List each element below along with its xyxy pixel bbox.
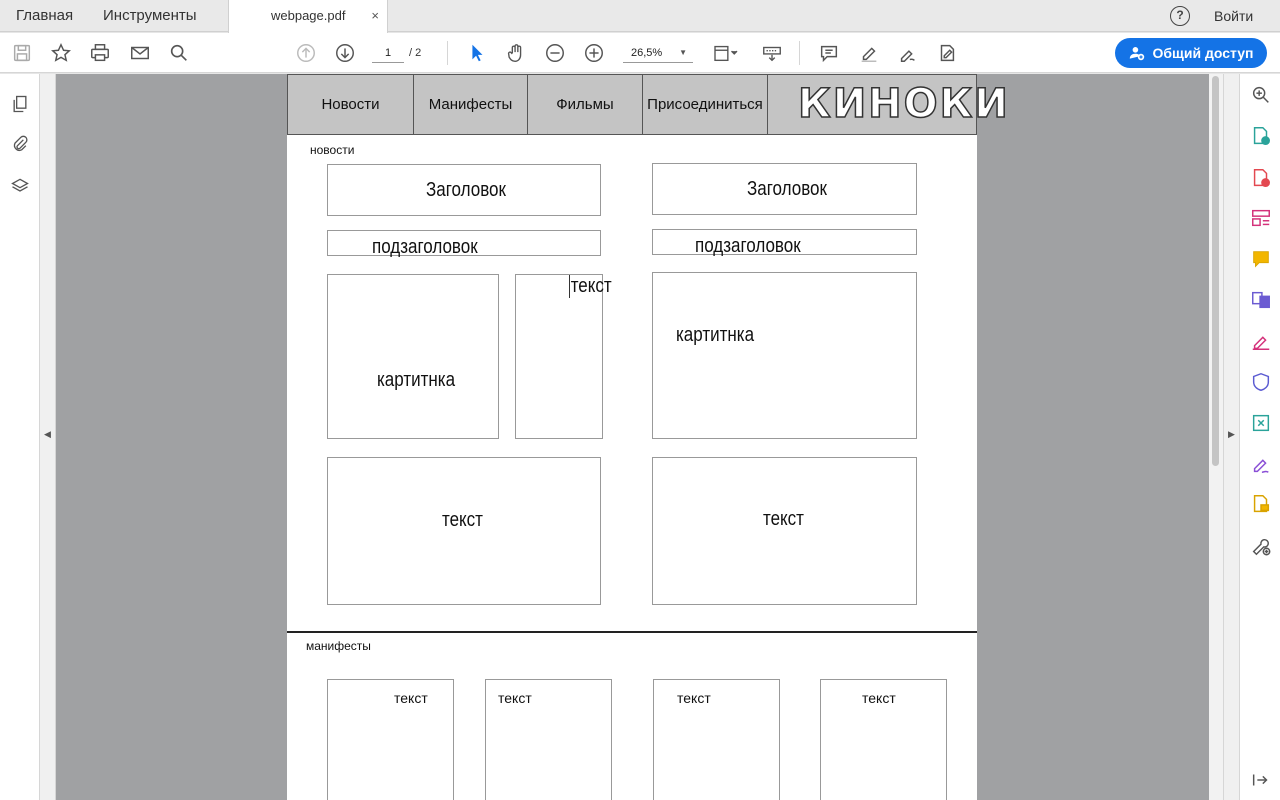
share-button[interactable] [1115,38,1267,68]
left-subheading-box [327,230,601,256]
layers-icon[interactable] [8,174,32,198]
manifesto-card-text: текст [677,690,711,706]
page-total: / 2 [409,47,422,59]
send-for-review-icon[interactable] [1249,492,1273,516]
nav-manifestos[interactable]: Манифесты [414,75,528,134]
create-pdf-icon[interactable] [1249,166,1273,190]
document-tab-title: webpage.pdf [271,8,346,23]
left-panel-collapse[interactable] [40,74,56,800]
right-subheading-text: подзаголовок [695,235,801,257]
right-image-box [652,272,917,439]
combine-files-icon[interactable] [1249,288,1273,312]
add-user-icon [1129,45,1145,61]
comment-tool-icon[interactable] [1249,247,1273,271]
right-body-text: текст [763,508,804,530]
tab-tools[interactable]: Инструменты [103,7,197,24]
chevron-left-icon: ◀ [44,429,51,439]
login-button[interactable]: Войти [1214,8,1254,24]
right-heading-box [652,163,917,215]
manifesto-card-text: текст [394,690,428,706]
right-tools-sidebar [1239,74,1280,800]
zoom-out-icon[interactable] [543,41,567,65]
left-heading-text: Заголовок [426,179,506,201]
tab-home[interactable]: Главная [16,7,74,24]
left-text-box [327,457,601,605]
bookmark-star-icon[interactable] [49,41,73,65]
manifesto-card [327,679,454,800]
highlight-pen-icon[interactable] [857,41,881,65]
zoom-level-select[interactable] [623,43,693,63]
nav-news[interactable]: Новости [288,75,414,134]
previous-page-icon[interactable] [294,41,318,65]
search-icon[interactable] [167,41,191,65]
vertical-scrollbar[interactable] [1209,74,1223,800]
manifestos-section-label: манифесты [306,639,371,653]
collapse-panel-icon[interactable] [1249,768,1273,792]
section-divider [287,631,977,633]
zoom-search-icon[interactable] [1249,83,1273,107]
left-image-label: картитнка [377,369,456,391]
left-heading-box [327,164,601,216]
news-section-label: новости [310,143,355,157]
pages-thumbnails-icon[interactable] [8,92,32,116]
protect-shield-icon[interactable] [1249,370,1273,394]
select-cursor-icon[interactable] [465,41,489,65]
chevron-right-icon: ▶ [1228,429,1235,439]
organize-pages-icon[interactable] [1249,206,1273,230]
fit-page-icon[interactable] [710,41,742,65]
main-toolbar [0,33,1280,73]
request-signature-icon[interactable] [1249,452,1273,476]
draw-icon[interactable] [896,41,920,65]
zoom-level-value: 26,5% [631,47,663,59]
hand-tool-icon[interactable] [504,41,528,65]
toolbar-divider [447,41,448,65]
nav-films[interactable]: Фильмы [528,75,643,134]
close-tab-icon[interactable]: × [371,8,379,23]
export-pdf-icon[interactable] [1249,124,1273,148]
left-side-text: текст [570,275,612,297]
right-subheading-box [652,229,917,255]
fill-sign-icon[interactable] [1249,329,1273,353]
chevron-down-icon: ▼ [679,48,687,57]
attachment-icon[interactable] [8,132,32,156]
share-button-label: Общий доступ [1152,45,1254,61]
left-side-text-box [515,274,612,439]
right-panel-collapse[interactable] [1223,74,1239,800]
zoom-in-icon[interactable] [582,41,606,65]
left-sidebar [0,74,40,800]
nav-join[interactable]: Присоединиться [643,75,768,134]
document-tab[interactable] [228,0,388,33]
compress-pdf-icon[interactable] [1249,411,1273,435]
manifesto-card [820,679,947,800]
manifesto-card-text: текст [498,690,532,706]
save-icon[interactable] [10,41,34,65]
document-canvas [56,74,1209,800]
page-number-input[interactable]: 1 [372,43,404,63]
email-icon[interactable] [128,41,152,65]
comment-icon[interactable] [817,41,841,65]
site-nav-bar [287,74,1010,135]
left-image-box [327,274,499,439]
brand-logo: КИНОКИ [798,81,1010,127]
more-tools-icon[interactable] [1249,534,1273,558]
right-heading-text: Заголовок [747,178,827,200]
left-body-text: текст [442,509,483,531]
next-page-icon[interactable] [333,41,357,65]
toolbar-divider [799,41,800,65]
keyboard-icon[interactable] [760,41,784,65]
scrollbar-thumb[interactable] [1212,76,1219,466]
manifesto-card [485,679,612,800]
left-subheading-text: подзаголовок [372,236,478,258]
help-icon[interactable]: ? [1170,6,1190,26]
right-text-box [652,457,917,605]
sign-icon[interactable] [935,41,959,65]
right-image-label: картитнка [676,324,755,346]
manifesto-card [653,679,780,800]
manifesto-card-text: текст [862,690,896,706]
app-tab-bar [0,0,1280,32]
pdf-page [287,74,1010,800]
print-icon[interactable] [88,41,112,65]
